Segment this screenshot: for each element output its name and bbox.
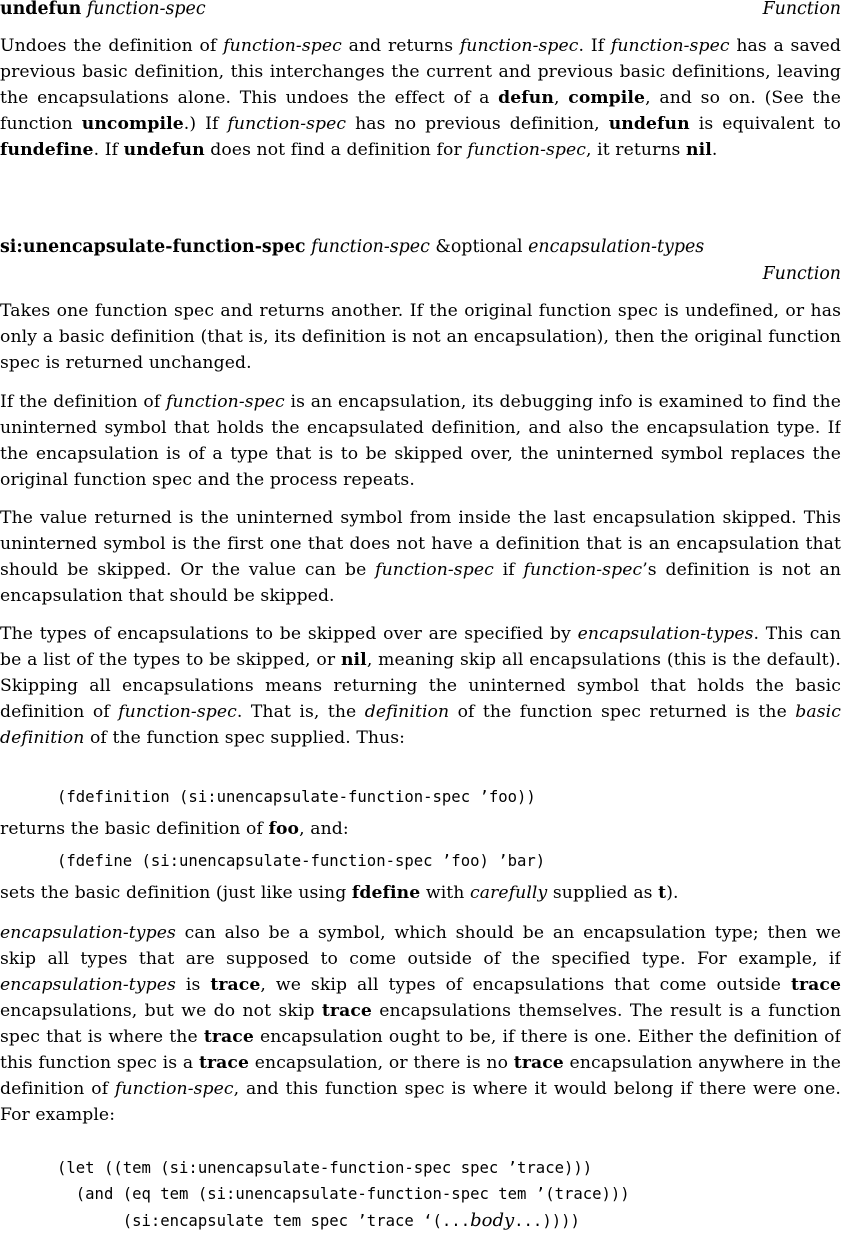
- body-text: encapsulations, but we do not skip: [0, 1001, 322, 1021]
- body-text: ,: [554, 88, 569, 108]
- description-paragraph: [0, 880, 841, 906]
- body-text: is an encapsulation, its debugging info is examined to find the uninterned symbol that holds the encapsulated definition, and also the encapsulation type. If the encapsulation is of a type that is to be skipped over, the uninterned symbol replaces the original function spec and the process repeats.: [0, 392, 841, 490]
- body-text: has a saved previous basic definition, this interchanges the current and previous basic definitions, leaving the encapsulations alone. This undoes the effect of a: [0, 36, 841, 108]
- body-text: If the definition of: [0, 392, 167, 412]
- emphasis-text: function-spec: [223, 36, 342, 56]
- code-example-line: (let ((tem (si:unencapsulate-function-spec spec ’trace))): [57, 1159, 593, 1177]
- bold-term: uncompile: [81, 114, 184, 134]
- bold-term: trace: [513, 1053, 564, 1073]
- function-name: si:unencapsulate-function-spec: [0, 237, 306, 257]
- body-text: returns the basic definition of: [0, 819, 269, 839]
- body-text: , we skip all types of encapsulations that come outside: [260, 975, 791, 995]
- body-text: .: [711, 140, 718, 160]
- body-text: with: [420, 883, 471, 903]
- bold-term: trace: [203, 1027, 254, 1047]
- bold-term: foo: [268, 819, 300, 839]
- description-paragraph: [0, 389, 841, 493]
- emphasis-text: encapsulation-types: [0, 923, 176, 943]
- function-name: undefun: [0, 0, 82, 19]
- definition-header-undefun: [0, 0, 841, 20]
- body-text: ’s definition is not an encapsulation that should be skipped.: [0, 560, 841, 606]
- code-text: ...)))): [514, 1212, 580, 1230]
- body-text: is: [175, 975, 211, 995]
- category-line: [0, 263, 841, 285]
- lambda-keyword: &optional: [435, 237, 523, 257]
- body-text: encapsulation, or there is no: [249, 1053, 514, 1073]
- body-text: encapsulation ought to be, if there is one. Either the definition of this function spec is a: [0, 1027, 841, 1073]
- body-text: if: [493, 560, 524, 580]
- code-example: (fdefinition (si:unencapsulate-function-spec ’foo)): [57, 788, 536, 806]
- body-text: . If: [93, 140, 124, 160]
- emphasis-text: function-spec: [610, 36, 730, 56]
- body-text: encapsulations themselves. The result is a function spec that is where the: [0, 1001, 841, 1047]
- function-argument: function-spec: [311, 237, 430, 257]
- description-paragraph: [0, 816, 841, 842]
- body-text: Takes one function spec and returns another. If the original function spec is undefined, or has only a basic definition (that is, its definition is not an encapsulation), then the original function spec is returned unchanged.: [0, 301, 841, 373]
- body-text: Undoes the definition of: [0, 36, 224, 56]
- emphasis-text: function-spec: [227, 114, 347, 134]
- code-text: (si:encapsulate tem spec ’trace ‘(...: [57, 1212, 471, 1230]
- body-text: The value returned is the uninterned symbol from inside the last encapsulation skipped. This uninterned symbol is the first one that does not have a definition that is an encapsulation that should be skipped. Or the value can be: [0, 508, 841, 580]
- function-argument: function-spec: [86, 0, 206, 19]
- body-text: of the function spec returned is the: [449, 702, 796, 722]
- body-text: ).: [666, 883, 679, 903]
- body-text: , meaning skip all encapsulations (this is the default). Skipping all encapsulations means returning the uninterned symbol that holds the basic definition of: [0, 650, 841, 722]
- description-paragraph: [0, 298, 841, 376]
- emphasis-text: encapsulation-types: [0, 975, 176, 995]
- bold-term: trace: [210, 975, 261, 995]
- body-text: can also be a symbol, which should be an encapsulation type; then we skip all types that are supposed to come outside of the specified type. For example, if: [0, 923, 841, 969]
- emphasis-text: carefully: [470, 883, 548, 903]
- bold-term: undefun: [608, 114, 690, 134]
- code-example-line: [57, 1210, 580, 1232]
- body-text: .) If: [183, 114, 228, 134]
- emphasis-text: function-spec: [523, 560, 643, 580]
- bold-term: trace: [321, 1001, 372, 1021]
- description-paragraph: [0, 920, 841, 1128]
- body-text: . This can be a list of the types to be skipped, or: [0, 624, 841, 670]
- bold-term: trace: [198, 1053, 250, 1073]
- bold-term: nil: [686, 140, 712, 160]
- body-text: . If: [578, 36, 611, 56]
- description-paragraph: [0, 621, 841, 751]
- body-text: The types of encapsulations to be skipped over are specified by: [0, 624, 578, 644]
- emphasis-text: function-spec: [114, 1079, 234, 1099]
- code-example: (fdefine (si:unencapsulate-function-spec ’foo) ’bar): [57, 852, 546, 870]
- emphasis-text: encapsulation-types: [577, 624, 754, 644]
- bold-term: compile: [568, 88, 646, 108]
- emphasis-text: definition: [364, 702, 450, 722]
- bold-term: fundefine: [0, 140, 94, 160]
- body-text: and returns: [341, 36, 460, 56]
- body-text: has no previous definition,: [346, 114, 609, 134]
- body-text: is equivalent to: [689, 114, 841, 134]
- definition-header-unencapsulate: [0, 236, 841, 258]
- emphasis-text: function-spec: [375, 560, 494, 580]
- body-text: does not find a definition for: [204, 140, 468, 160]
- description-paragraph: [0, 505, 841, 609]
- body-text: supplied as: [547, 883, 659, 903]
- emphasis-text: function-spec: [166, 392, 285, 412]
- body-text: , and:: [299, 819, 349, 839]
- bold-term: nil: [340, 650, 367, 670]
- code-placeholder: body: [470, 1210, 515, 1231]
- body-text: , and this function spec is where it would belong if there were one. For example:: [0, 1079, 841, 1125]
- emphasis-text: function-spec: [459, 36, 579, 56]
- bold-term: undefun: [123, 140, 205, 160]
- bold-term: fdefine: [351, 883, 421, 903]
- bold-term: trace: [790, 975, 841, 995]
- description-paragraph: [0, 33, 841, 163]
- body-text: of the function spec supplied. Thus:: [84, 728, 406, 748]
- emphasis-text: basic definition: [0, 702, 841, 748]
- body-text: . That is, the: [236, 702, 365, 722]
- emphasis-text: function-spec: [118, 702, 237, 722]
- body-text: sets the basic definition (just like using: [0, 883, 352, 903]
- body-text: encapsulation anywhere in the definition of: [0, 1053, 841, 1099]
- body-text: , and so on. (See the function: [0, 88, 841, 134]
- category-label: Function: [762, 0, 841, 19]
- body-text: , it returns: [586, 140, 687, 160]
- code-example-line: (and (eq tem (si:unencapsulate-function-spec tem ’(trace))): [57, 1185, 630, 1203]
- function-argument: encapsulation-types: [528, 237, 705, 257]
- bold-term: t: [658, 883, 667, 903]
- emphasis-text: function-spec: [467, 140, 587, 160]
- bold-term: defun: [498, 88, 554, 108]
- category-label: Function: [762, 264, 841, 284]
